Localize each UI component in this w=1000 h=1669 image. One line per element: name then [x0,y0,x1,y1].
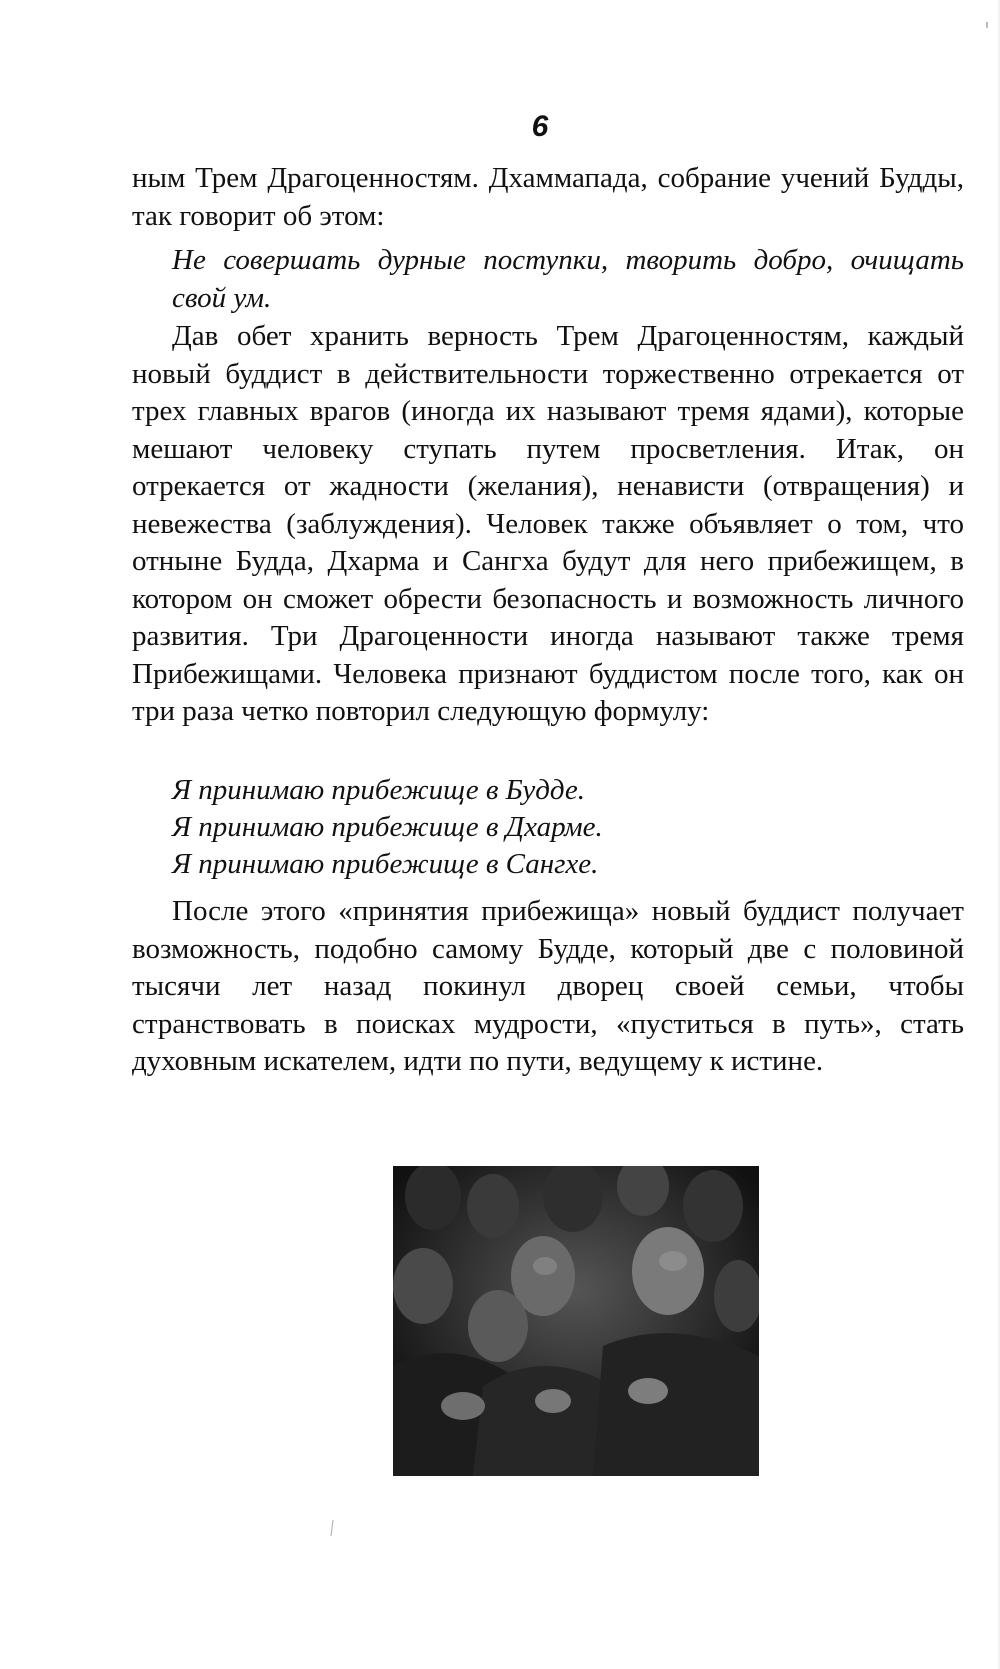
paragraph-2 [132,318,964,731]
quote-1-text: Не совершать дурные поступки, творить добро, очищать свой ум. [172,244,964,314]
monks-photo [393,1166,759,1476]
refuge-formula [172,772,872,883]
monks-photo-illustration [393,1166,759,1476]
paragraph-3 [132,893,964,1081]
quote-dhammapada [172,242,964,317]
paragraph-3-text: После этого «принятия прибежища» новый буддист получает возможность, подобно самому Будде, который две с половиной тысячи лет назад покинул дворец своей семьи, чтобы странствовать в поисках мудрости, «пуститься в путь», стать духовным искателем, идти по пути, ведущему к истине. [132,895,964,1077]
page-number: 6 [531,110,549,143]
paragraph-1 [132,160,964,235]
pencil-mark [330,1520,334,1536]
paragraph-2-text: Дав обет хранить верность Трем Драгоценностям, каждый новый буддист в действительности торжественно отрекается от трех главных врагов (иногда их называют тремя ядами), которые мешают человеку ступать путем просветления. Итак, он отрекается от жадности (желания), ненависти (отвращения) и невежества (заблуждения). Человек также объявляет о том, что отныне Будда, Дхарма и Сангха будут для него прибежищем, в котором он сможет обрести безопасность и возможность личного развития. Три Драгоценности иногда называют также тремя Прибежищами. Человека признают буддистом после того, как он три раза четко повторил следующую формулу: [132,320,964,727]
refuge-line-sangha: Я принимаю прибежище в Сангхе. [172,848,599,880]
refuge-line-dharma: Я принимаю прибежище в Дхарме. [172,811,603,843]
paragraph-1-text: ным Трем Драгоценностям. Дхаммапада, собрание учений Будды, так говорит об этом: [132,162,964,232]
refuge-line-buddha: Я принимаю прибежище в Будде. [172,774,586,806]
corner-mark [986,22,988,28]
